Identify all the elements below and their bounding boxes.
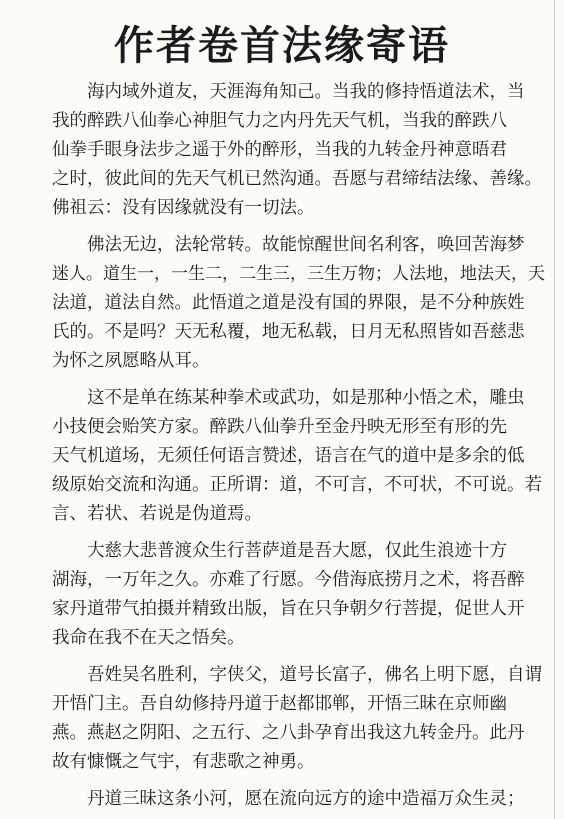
text-line: 迷人。道生一，一生二，二生三，三生万物；人法地，地法天，天 — [52, 264, 545, 284]
text-line: 佛法无边，法轮常转。故能惊醒世间名利客，唤回苦海梦 — [52, 235, 525, 255]
paragraph-gap — [52, 777, 548, 785]
text-line: 海内域外道友，天涯海角知己。当我的修持悟道法术，当 — [52, 82, 525, 102]
page-edge-line — [554, 0, 555, 819]
paragraph-gap — [52, 529, 548, 537]
text-line: 小技便会贻笑方家。醉跌八仙拳升至金丹映无形至有形的先 — [52, 417, 507, 437]
text-line: 湖海，一万年之久。亦难了行愿。今借海底捞月之术，将吾醉 — [52, 570, 525, 590]
paragraph — [52, 231, 548, 376]
text-line: 天气机道场，无须任何语言赞述，语言在气的道中是多余的低 — [52, 446, 525, 466]
paragraph — [52, 537, 548, 653]
page-title: 作者卷首法缘寄语 — [114, 22, 450, 69]
text-line: 我命在我不在天之悟矣。 — [52, 628, 245, 648]
text-line: 级原始交流和沟通。正所谓：道，不可言，不可状，不可说。若 — [52, 475, 542, 495]
text-line: 这不是单在练某种拳术或武功，如是那种小悟之术，雕虫 — [52, 388, 525, 408]
text-line: 为怀之夙愿略从耳。 — [52, 351, 210, 371]
text-line: 吾姓吴名胜利，字侠父，道号长富子，佛名上明下愿，自谓 — [52, 665, 542, 685]
paragraph-gap — [52, 653, 548, 661]
text-line: 佛祖云：没有因缘就没有一切法。 — [52, 198, 315, 218]
text-line: 之时，彼此间的先天气机已然沟通。吾愿与君缔结法缘、善缘。 — [52, 169, 542, 189]
text-line: 故有慷慨之气宇，有悲歌之神勇。 — [52, 752, 315, 772]
text-line: 我的醉跌八仙拳心神胆气力之内丹先天气机，当我的醉跌八 — [52, 111, 507, 131]
paragraph — [52, 661, 548, 777]
text-line: 氏的。不是吗？天无私覆，地无私载，日月无私照皆如吾慈悲 — [52, 322, 525, 342]
text-line: 法道，道法自然。此悟道之道是没有国的界限，是不分种族姓 — [52, 293, 525, 313]
text-line: 丹道三昧这条小河，愿在流向远方的途中造福万众生灵； — [52, 789, 525, 809]
paragraph — [52, 785, 548, 814]
text-line: 燕。燕赵之阴阳、之五行、之八卦孕育出我这九转金丹。此丹 — [52, 723, 525, 743]
text-line: 仙拳手眼身法步之遥于外的醉形，当我的九转金丹神意晤君 — [52, 140, 507, 160]
paragraph — [52, 78, 548, 223]
text-line: 大慈大悲普渡众生行菩萨道是吾大愿，仅此生浪迹十方 — [52, 541, 507, 561]
text-line: 家丹道带气拍摄并精致出版，旨在只争朝夕行菩提，促世人开 — [52, 599, 525, 619]
paragraph — [52, 384, 548, 529]
paragraph-gap — [52, 223, 548, 231]
paragraph-gap — [52, 376, 548, 384]
body-text — [52, 78, 548, 814]
text-line: 开悟门主。吾自幼修持丹道于赵都邯郸，开悟三昧在京师幽 — [52, 694, 507, 714]
text-line: 言、若状、若说是伪道焉。 — [52, 504, 262, 524]
